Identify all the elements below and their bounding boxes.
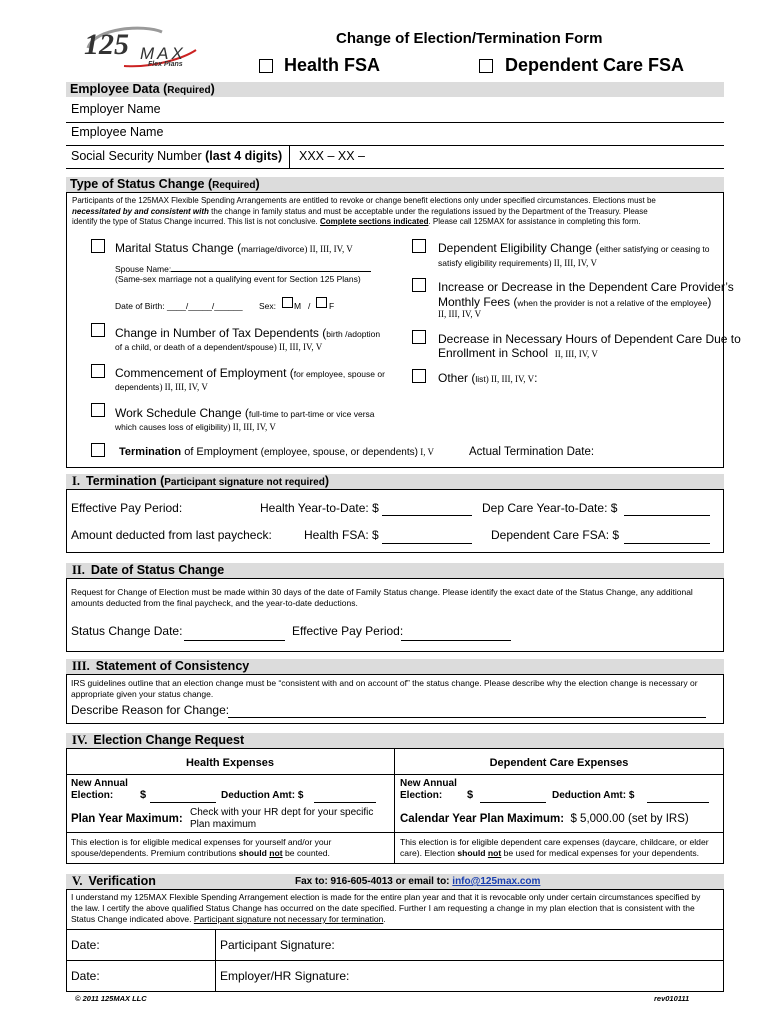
health-fsa-amount-label: Health FSA: $ [304, 528, 379, 542]
dependent-hours-label: Decrease in Necessary Hours of Dependent Care Due to [438, 332, 741, 346]
logo [84, 22, 204, 72]
provider-fees-label-2: Monthly Fees (when the provider is not a relative of the employee) [438, 295, 712, 309]
participant-signature-field[interactable]: Participant Signature: [220, 938, 335, 952]
sex-label: Sex: [259, 301, 277, 311]
health-new-annual-label: New Annual Election: [71, 778, 128, 801]
fax-email-contact: Fax to: 916-605-4013 or email to: info@125max.com [295, 876, 541, 887]
tax-dependents-checkbox[interactable] [91, 323, 105, 337]
amount-deducted-label: Amount deducted from last paycheck: [71, 528, 272, 542]
other-label: Other (list) II, III, IV, V: [438, 371, 538, 385]
sex-m-checkbox[interactable] [282, 297, 293, 308]
actual-termination-date-field[interactable]: Actual Termination Date: [469, 446, 595, 458]
dependent-eligibility-checkbox[interactable] [412, 239, 426, 253]
dep-new-annual-label: New Annual Election: [400, 778, 457, 801]
dep-ytd-label: Dep Care Year-to-Date: $ [482, 501, 618, 515]
work-schedule-checkbox[interactable] [91, 403, 105, 417]
employee-name-field[interactable]: Employee Name [71, 125, 164, 139]
marital-status-checkbox[interactable] [91, 239, 105, 253]
verification-heading: V. Verification [66, 874, 724, 889]
dependent-care-fsa-label: Dependent Care FSA [505, 55, 685, 75]
health-expenses-header: Health Expenses [185, 757, 275, 769]
health-ytd-label: Health Year-to-Date: $ [260, 501, 379, 515]
health-fsa-amount-input[interactable] [382, 543, 472, 544]
dependent-care-expenses-header: Dependent Care Expenses [489, 757, 629, 769]
dep-ytd-input[interactable] [624, 515, 710, 516]
check-hr-note: Check with your HR dept for your specific Plan maximum [190, 807, 374, 830]
sex-m-label: M [294, 301, 302, 311]
copyright: © 2011 125MAX LLC [75, 994, 147, 1003]
commencement-sub: dependents) II, III, IV, V [115, 382, 208, 392]
health-election-dollar: $ [140, 789, 147, 801]
describe-reason-label: Describe Reason for Change: [71, 703, 230, 717]
work-schedule-label: Work Schedule Change (full-time to part-time or vice versa [115, 406, 375, 420]
logo-brand: MAX [140, 44, 186, 63]
sex-f-label: F [329, 301, 335, 311]
participant-date-field[interactable]: Date: [71, 938, 100, 952]
health-ytd-input[interactable] [382, 515, 472, 516]
verification-text: I understand my 125MAX Flexible Spending Arrangement election is made for the entire plan year and that it is revocable only under certain circumstances specified by the law. I certify the above qualified Status Change has occurred on the date specified. Further I am requesting a change in my plan election that is consistent with the Status Change indicated above. Participant signature not necessary for termination. [71, 892, 701, 924]
employee-data-heading: Employee Data (Required) [66, 82, 724, 97]
sex-f-checkbox[interactable] [316, 297, 327, 308]
dependent-eligibility-label: Dependent Eligibility Change (either satisfying or ceasing to [438, 241, 710, 255]
termination-section-heading: I. Termination (Participant signature not required) [66, 474, 724, 489]
dependent-care-fsa-checkbox[interactable] [479, 59, 493, 73]
dependent-eligibility-sub: satisfy eligibility requirements) II, III, IV, V [438, 258, 597, 268]
status-change-date-input[interactable] [184, 640, 285, 641]
dep-fsa-amount-input[interactable] [624, 543, 710, 544]
form-title: Change of Election/Termination Form [336, 30, 603, 47]
dependent-hours-checkbox[interactable] [412, 330, 426, 344]
provider-fees-roman: II, III, IV, V [438, 309, 482, 319]
section2-effective-pay-label: Effective Pay Period: [292, 624, 404, 638]
dep-election-input[interactable] [480, 802, 546, 803]
spouse-name-field[interactable]: Spouse Name: [115, 264, 371, 275]
dep-fsa-amount-label: Dependent Care FSA: $ [491, 528, 620, 542]
ssn-field[interactable]: XXX – XX – [299, 149, 366, 163]
calendar-max-label: Calendar Year Plan Maximum: $ 5,000.00 (set by IRS) [400, 813, 689, 825]
termination-label: Termination of Employment (employee, spouse, or dependents) I, V [119, 446, 435, 458]
dependent-hours-label-2: Enrollment in School II, III, IV, V [438, 346, 598, 360]
employer-name-field[interactable]: Employer Name [71, 102, 161, 116]
health-deduction-label: Deduction Amt: $ [221, 790, 304, 801]
dep-deduction-input[interactable] [647, 802, 709, 803]
logo-number: 125 [84, 28, 129, 61]
commencement-label: Commencement of Employment (for employee, spouse or [115, 366, 385, 380]
health-fsa-label: Health FSA [284, 55, 381, 75]
commencement-checkbox[interactable] [91, 364, 105, 378]
effective-pay-period-field[interactable]: Effective Pay Period: [71, 501, 183, 515]
work-schedule-sub: which causes loss of eligibility) II, III, IV, V [115, 422, 276, 432]
section3-text: IRS guidelines outline that an election change must be “consistent with and on account of” the status change. Please describe why the election change is necessary or appropriate given your status change. [71, 678, 698, 699]
describe-reason-input[interactable] [228, 717, 706, 718]
employer-date-field[interactable]: Date: [71, 969, 100, 983]
ssn-label: Social Security Number (last 4 digits) [71, 149, 283, 163]
dep-deduction-label: Deduction Amt: $ [552, 790, 635, 801]
status-change-heading: Type of Status Change (Required) [66, 177, 724, 192]
section2-effective-pay-input[interactable] [401, 640, 511, 641]
sex-slash: / [308, 301, 311, 311]
health-election-note: This election is for eligible medical expenses for yourself and/or your spouse/dependents. Premium contributions should not be counted. [71, 837, 332, 858]
election-change-heading: IV. Election Change Request [66, 733, 724, 748]
health-deduction-input[interactable] [314, 802, 376, 803]
provider-fees-label: Increase or Decrease in the Dependent Care Provider’s [438, 280, 734, 294]
email-link[interactable]: info@125max.com [452, 876, 541, 887]
statement-of-consistency-heading: III. Statement of Consistency [66, 659, 724, 674]
tax-dependents-label: Change in Number of Tax Dependents (birth /adoption [115, 326, 381, 340]
section2-text: Request for Change of Election must be made within 30 days of the date of Family Status change. Please identify the exact date of the Status Change, any additional amounts deducted from the final paycheck, and the year-to-date deductions. [71, 587, 693, 608]
dep-election-dollar: $ [467, 789, 474, 801]
status-change-date-label: Status Change Date: [71, 624, 183, 638]
status-intro: Participants of the 125MAX Flexible Spending Arrangements are entitled to revoke or change benefit elections only under specified circumstances. Elections must be necessitated by and consistent with the change in family status and must be acceptable under the regulations issued by the Department of the Treasury. Please identify the type of Status Change incurred. This list is not conclusive. Complete sections indicated. Please call 125MAX for assistance in completing this form. [72, 196, 656, 226]
termination-checkbox[interactable] [91, 443, 105, 457]
other-checkbox[interactable] [412, 369, 426, 383]
marital-status-label: Marital Status Change (marriage/divorce) II, III, IV, V [115, 241, 353, 255]
logo-tagline: Flex Plans [148, 61, 183, 68]
date-of-birth-field[interactable]: Date of Birth: ____/_____/______ [115, 301, 243, 311]
same-sex-note: (Same-sex marriage not a qualifying event for Section 125 Plans) [115, 274, 361, 284]
health-election-input[interactable] [150, 802, 216, 803]
tax-dependents-sub: of a child, or death of a dependent/spouse) II, III, IV, V [115, 342, 323, 352]
date-of-status-change-heading: II. Date of Status Change [66, 563, 724, 578]
provider-fees-checkbox[interactable] [412, 278, 426, 292]
employer-signature-field[interactable]: Employer/HR Signature: [220, 969, 350, 983]
revision: rev010111 [654, 994, 690, 1003]
health-fsa-checkbox[interactable] [259, 59, 273, 73]
dep-election-note: This election is for eligible dependent care expenses (daycare, childcare, or elder care). Election should not be used for medical expenses for your dependents. [400, 837, 709, 858]
health-plan-max-label: Plan Year Maximum: [71, 813, 183, 825]
